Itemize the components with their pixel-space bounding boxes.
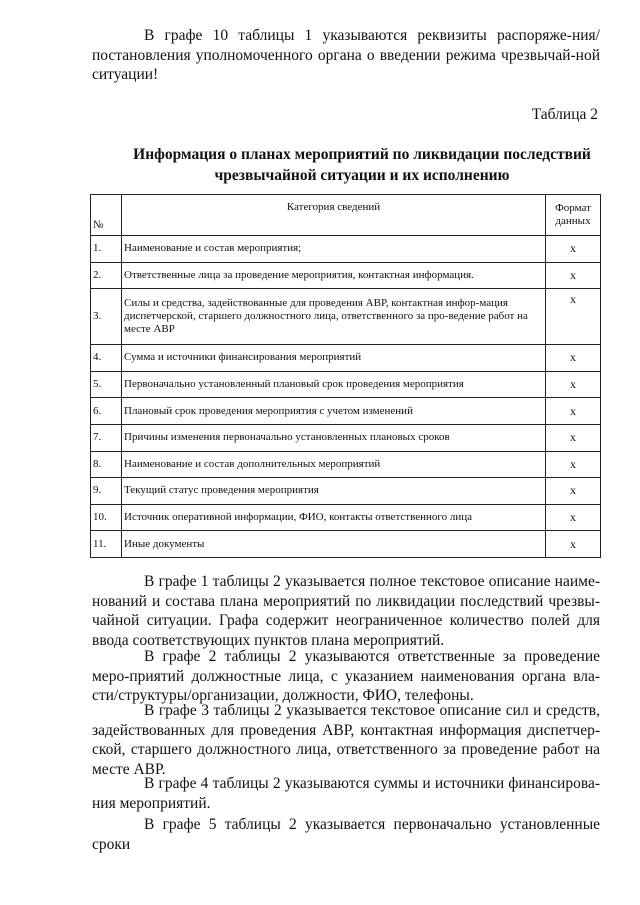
- row-category: Текущий статус проведения мероприятия: [122, 478, 546, 505]
- paragraph-column-4: В графе 4 таблицы 2 указываются суммы и источники финансирова-ния мероприятий.: [92, 775, 600, 812]
- row-number: 11.: [91, 531, 122, 558]
- header-category: Категория сведений: [122, 195, 546, 236]
- table-heading-line-1: Информация о планах мероприятий по ликвидации последствий: [133, 146, 591, 163]
- paragraph-column-5: В графе 5 таблицы 2 указывается первоначально установленные сроки: [92, 816, 600, 853]
- row-category: Первоначально установленный плановый срок проведения мероприятия: [122, 371, 546, 398]
- intro-paragraph: В графе 10 таблицы 1 указываются реквизиты распоряже-ния/постановления уполномоченного органа о введении режима чрезвычай-ной ситуации!: [92, 27, 600, 84]
- info-table: [90, 194, 601, 558]
- row-format-mark: x: [546, 289, 601, 345]
- row-category: Плановый срок проведения мероприятия с учетом изменений: [122, 398, 546, 425]
- table-row: [91, 531, 601, 558]
- row-number: 9.: [91, 478, 122, 505]
- row-number: 6.: [91, 398, 122, 425]
- row-format-mark: x: [546, 451, 601, 478]
- row-category: Иные документы: [122, 531, 546, 558]
- row-number: 10.: [91, 504, 122, 531]
- row-format-mark: x: [546, 345, 601, 372]
- row-format-mark: x: [546, 424, 601, 451]
- table-row: [91, 478, 601, 505]
- table-row: [91, 262, 601, 289]
- table-row: [91, 424, 601, 451]
- header-number: №: [91, 195, 122, 236]
- table-row: [91, 504, 601, 531]
- row-number: 5.: [91, 371, 122, 398]
- table-heading: [112, 144, 612, 186]
- row-format-mark: x: [546, 262, 601, 289]
- row-category: Источник оперативной информации, ФИО, контакты ответственного лица: [122, 504, 546, 531]
- paragraph-column-1: В графе 1 таблицы 2 указывается полное текстовое описание наиме-нований и состава плана мероприятий по ликвидации последствий чрезвы-чайной ситуации. Графа содержит неограниченное количество полей для ввода соответствующих пунктов плана мероприятий.: [92, 573, 600, 649]
- table-label: Таблица 2: [531, 106, 598, 123]
- paragraph-column-3: В графе 3 таблицы 2 указывается текстовое описание сил и средств, задействованных для проведения АВР, контактная информация диспетчер-ской, старшего должностного лица, ответственного за проведение работ на месте АВР.: [92, 702, 600, 778]
- row-category: Наименование и состав дополнительных мероприятий: [122, 451, 546, 478]
- row-format-mark: x: [546, 504, 601, 531]
- table-header-row: [91, 195, 601, 236]
- row-number: 3.: [91, 289, 122, 345]
- row-category: Сумма и источники финансирования мероприятий: [122, 345, 546, 372]
- row-number: 7.: [91, 424, 122, 451]
- row-category: Наименование и состав мероприятия;: [122, 236, 546, 263]
- row-category: Силы и средства, задействованные для проведения АВР, контактная инфор-мация диспетчерской, старшего должностного лица, ответственного за про-ведение работ на месте АВР: [122, 289, 546, 345]
- row-format-mark: x: [546, 236, 601, 263]
- header-format-line-1: Формат: [555, 202, 591, 214]
- table-row: [91, 451, 601, 478]
- paragraph-column-2: В графе 2 таблицы 2 указываются ответственные за проведение меро-приятий должностные лица, с указанием наименования органа вла-сти/структуры/организации, должности, ФИО, телефоны.: [92, 648, 600, 705]
- row-format-mark: x: [546, 478, 601, 505]
- table-row: [91, 371, 601, 398]
- table-row: [91, 345, 601, 372]
- row-number: 8.: [91, 451, 122, 478]
- row-format-mark: x: [546, 398, 601, 425]
- row-number: 1.: [91, 236, 122, 263]
- row-format-mark: x: [546, 371, 601, 398]
- table-row: [91, 289, 601, 345]
- row-number: 2.: [91, 262, 122, 289]
- table-row: [91, 398, 601, 425]
- table-heading-line-2: чрезвычайной ситуации и их исполнению: [214, 167, 510, 184]
- row-format-mark: x: [546, 531, 601, 558]
- table-row: [91, 236, 601, 263]
- row-number: 4.: [91, 345, 122, 372]
- header-format-line-2: данных: [555, 215, 591, 227]
- row-category: Ответственные лица за проведение мероприятия, контактная информация.: [122, 262, 546, 289]
- row-category: Причины изменения первоначально установленных плановых сроков: [122, 424, 546, 451]
- header-format: [546, 195, 601, 236]
